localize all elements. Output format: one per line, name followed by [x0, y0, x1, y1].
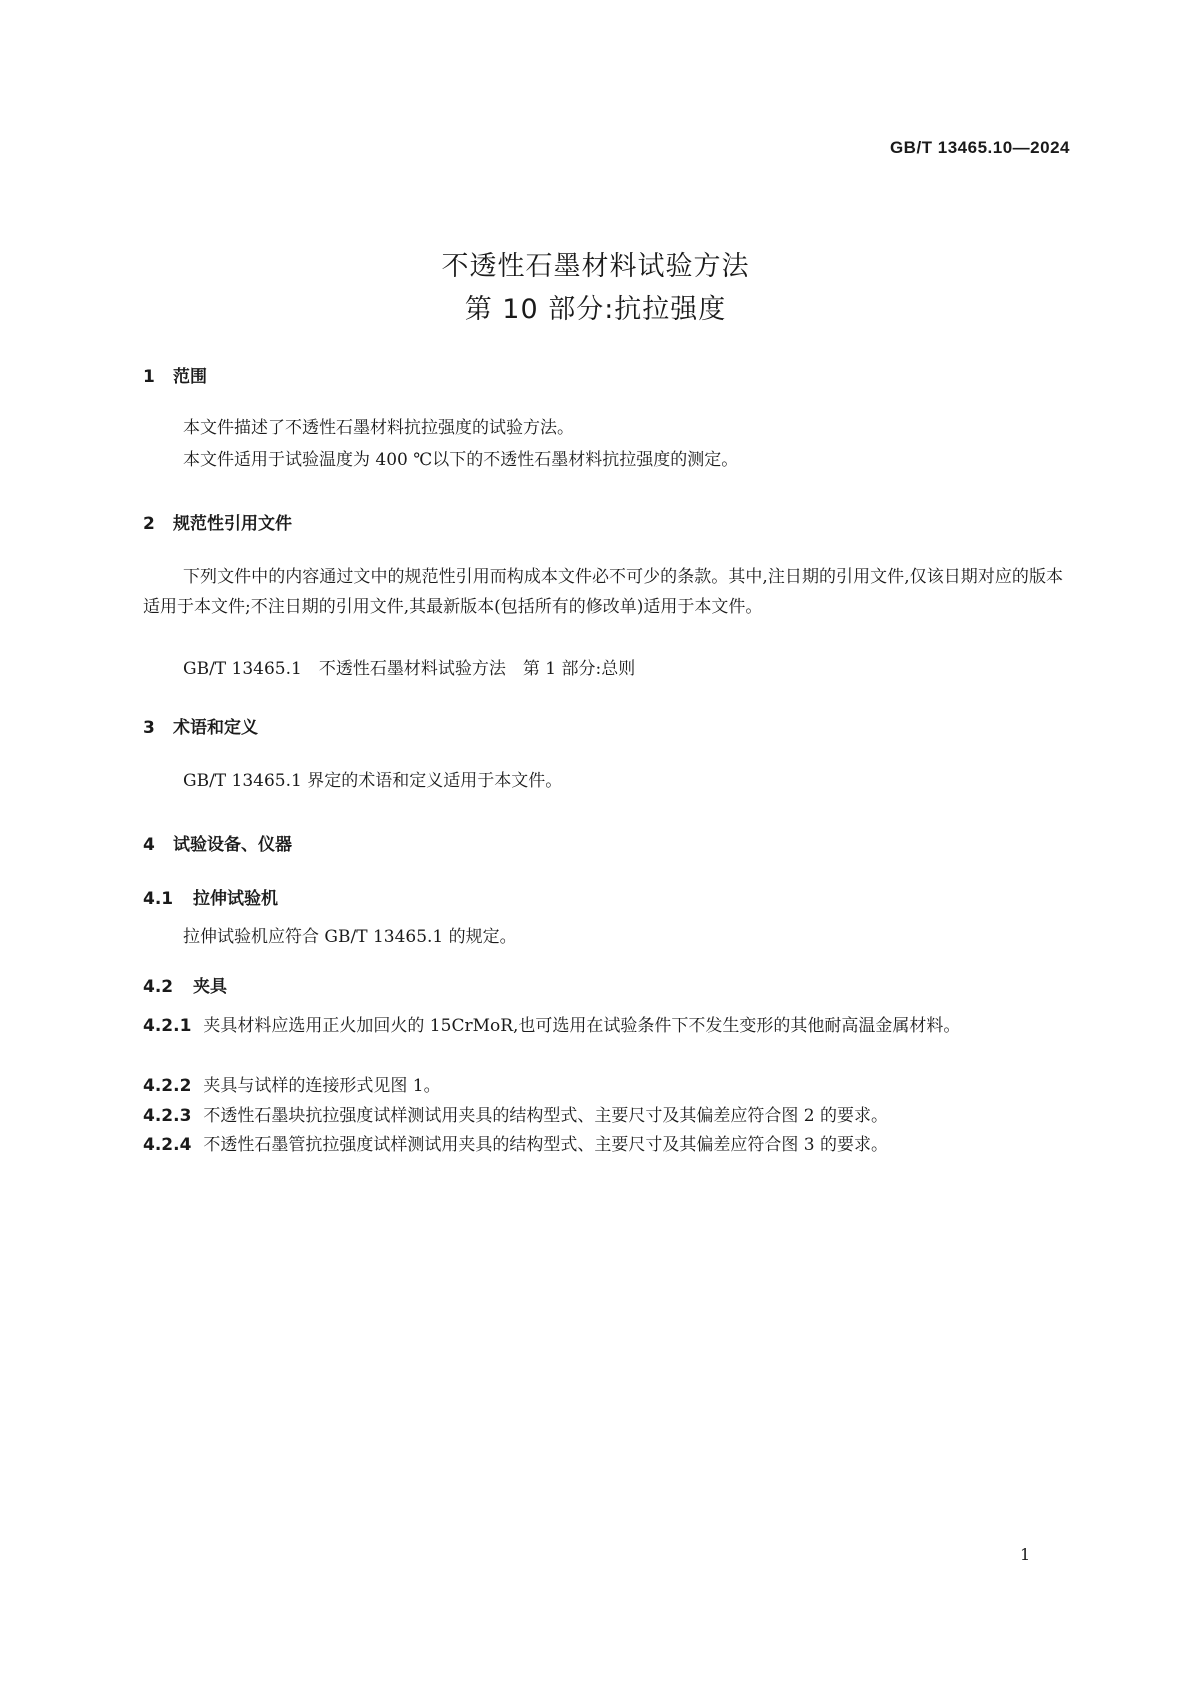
subsection-title: 拉伸试验机	[193, 889, 278, 909]
subsection-number: 4.1	[143, 889, 174, 909]
normative-reference: GB/T 13465.1 不透性石墨材料试验方法 第 1 部分:总则	[183, 659, 636, 679]
standard-code: GB/T 13465.10—2024	[889, 138, 1070, 157]
section-title: 术语和定义	[173, 718, 258, 738]
subsection-4-2-heading	[143, 972, 227, 997]
clause-4-2-1	[143, 1011, 1063, 1041]
document-subtitle: 第 10 部分:抗拉强度	[464, 294, 727, 325]
clause-text: 夹具与试样的连接形式见图 1。	[203, 1076, 441, 1096]
clause-4-2-3	[143, 1101, 1063, 1131]
section-number: 2	[143, 514, 155, 534]
section-2-heading	[143, 509, 292, 534]
section-number: 3	[143, 718, 155, 738]
page-number: 1	[1020, 1545, 1031, 1564]
clause-text: 不透性石墨管抗拉强度试样测试用夹具的结构型式、主要尺寸及其偏差应符合图 3 的要求。	[203, 1135, 889, 1155]
section-1-heading	[143, 362, 207, 387]
section-number: 4	[143, 835, 155, 855]
subsection-4-1-heading	[143, 884, 278, 909]
paragraph: 拉伸试验机应符合 GB/T 13465.1 的规定。	[183, 927, 517, 947]
section-number: 1	[143, 367, 155, 387]
paragraph: 下列文件中的内容通过文中的规范性引用而构成本文件必不可少的条款。其中,注日期的引用文件,仅该日期对应的版本适用于本文件;不注日期的引用文件,其最新版本(包括所有的修改单)适用于本文件。	[143, 567, 1063, 617]
section-3-heading	[143, 713, 258, 738]
paragraph: 本文件描述了不透性石墨材料抗拉强度的试验方法。	[183, 418, 574, 438]
clause-4-2-2	[143, 1071, 1063, 1101]
paragraph: 本文件适用于试验温度为 400 ℃以下的不透性石墨材料抗拉强度的测定。	[183, 450, 739, 470]
clause-text: 不透性石墨块抗拉强度试样测试用夹具的结构型式、主要尺寸及其偏差应符合图 2 的要求。	[203, 1106, 889, 1126]
document-title: 不透性石墨材料试验方法	[441, 251, 750, 282]
section-title: 范围	[173, 367, 207, 387]
clause-number: 4.2.3	[143, 1106, 192, 1126]
subsection-title: 夹具	[193, 977, 227, 997]
paragraph: GB/T 13465.1 界定的术语和定义适用于本文件。	[183, 771, 563, 791]
clause-text: 夹具材料应选用正火加回火的 15CrMoR,也可选用在试验条件下不发生变形的其他耐高温金属材料。	[203, 1016, 961, 1036]
clause-number: 4.2.4	[143, 1135, 192, 1155]
section-title: 规范性引用文件	[173, 514, 292, 534]
clause-number: 4.2.1	[143, 1016, 192, 1036]
clause-4-2-4	[143, 1130, 1063, 1160]
subsection-number: 4.2	[143, 977, 174, 997]
clause-number: 4.2.2	[143, 1076, 192, 1096]
section-title: 试验设备、仪器	[173, 835, 292, 855]
section-4-heading	[143, 830, 292, 855]
